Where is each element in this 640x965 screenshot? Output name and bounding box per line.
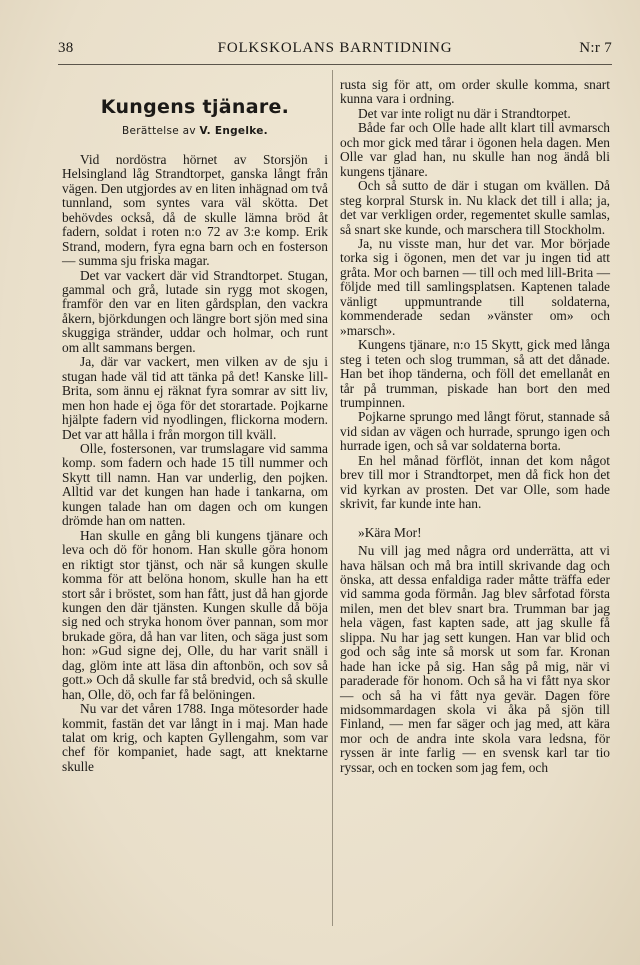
paragraph: Olle, fostersonen, var trumslagare vid samma komp. som fadern och hade 15 till nummer och Skytt till namn. Han var underlig, den pojken. Alltid var det kungen han hade i tankarna, om kungen talade han om dagen och om kungen drömde han om natten. bbox=[62, 440, 328, 529]
running-header bbox=[58, 38, 612, 60]
byline-author: V. Engelke. bbox=[199, 125, 268, 138]
header-rule bbox=[58, 64, 612, 65]
paragraph: En hel månad förflöt, innan det kom något brev till mor i Strandtorpet, men då fick hon det vid kyrkan av prosten. Det var Olle, som hade skrivit, far kunde inte han. bbox=[340, 452, 610, 512]
paragraph: Han skulle en gång bli kungens tjänare och leva och dö för honom. Han skulle göra honom en riktigt stor tjänst, och när så kungen skulle komma för att belöna honom, skulle han ha ett stort sår i bröstet, som han fått, just då han gjorde kungen den där tjänsten. Kungen skulle då böja sig ned och stryka honom över pannan, som mor brukade göra, då han var liten, och säga just som hon: »Gud signe dej, Olle, du har varit snäll i dag, glöm inte att läsa din aftonbön, och sov så gott.» Och då skulle far stå bredvid, och så skulle han, Olle, dö, och far få belöningen. bbox=[62, 527, 328, 702]
paragraph: Både far och Olle hade allt klart till avmarsch och mor gick med tårar i ögonen hela dagen. Men Olle var glad han, nu skulle han nog ändå bli kungens tjänare. bbox=[340, 120, 610, 179]
article-title: Kungens tjänare. bbox=[100, 96, 290, 118]
paragraph: Det var vackert där vid Strandtorpet. Stugan, gammal och grå, lutade sin rygg mot skogen, framför den var en liten gårdsplan, den vackra åkern, björkdungen och längre bort sjön med sina skuggiga stränder, uddar och holmar, och runt om allt sammans bergen. bbox=[62, 267, 328, 355]
letter-salutation: »Kära Mor! bbox=[358, 524, 422, 540]
letter-text: Nu vill jag med några ord underrätta, att vi hava hälsan och må bra intill skrivande dag och önska, att dessa enfaldiga rader måtte träffa eder vid samma goda förmån. Jag blev sårfotad första milen, men det blev snart bra. Trumman bar jag hela vägen, fast kapten sade, att jag skulle få slippa. Nu har jag sett kungen. Han var blid och god och såg inte så morsk ut som far. Kronan hade han icke på sig. Han såg på mig, när vi paraderade för honom. Och så ha vi fått nya skor — och så ha vi fått nya gevär. Dagen före midsommardagen skola vi åka på sjön till Finland, — men far säger och jag med, att kära mor och de andra inte skola vara ledsna, för ryssen är inte farlig — en svensk karl tar tio ryssar, och en tocken som jag fem, och bbox=[340, 543, 610, 775]
paragraph: Ja, där var vackert, men vilken av de sju i stugan hade väl tid att tänka på det! Kanske lill-Brita, som ännu ej räknat fyra somrar av sitt liv, men hon hade ej öga för det storartade. Pojkarne hjälpte fadern vid nyodlingen, flickorna modern. Det var att hålla i från morgon till kväll. bbox=[62, 354, 328, 442]
paragraph: Vid nordöstra hörnet av Storsjön i Helsingland låg Strandtorpet, ganska långt från vägen. Den utgjordes av en liten inhägnad om två tunnland, som syntes vara väl skötta. Det behövdes också, då de skulle lämna bröd åt fadern, soldat i roten n:o 72 av 3:e komp. Erik Strand, modern, fyra egna barn och en fosterson — summa sju friska magar. bbox=[62, 151, 328, 269]
right-column bbox=[340, 78, 610, 775]
journal-title: FOLKSKOLANS BARNTIDNING bbox=[217, 40, 453, 56]
paragraph: Det var inte roligt nu där i Strandtorpet. bbox=[358, 105, 571, 121]
issue-number: N:r 7 bbox=[579, 40, 612, 56]
paragraph: Och så sutto de där i stugan om kvällen. Då steg korpral Stursk in. Nu klack det till i alla; ja, det var verkligen order, regementet skulle samlas, så snart ske kunde, och marschera till Stockholm. bbox=[340, 178, 610, 237]
paragraph: Nu var det våren 1788. Inga mötesorder hade kommit, fastän det var långt in i maj. Man hade talat om krig, och kapten Gyllengahm, som var chef för kompaniet, hade sagt, att knektarne skulle bbox=[62, 701, 328, 774]
column-divider bbox=[332, 70, 333, 926]
paragraph: Ja, nu visste man, hur det var. Mor började torka sig i ögonen, men det var ju ingen tid att gråta. Mor och barnen — till och med lill-Brita — följde med till samlingsplatsen. Kaptenen talade vänligt uppmuntrande till soldaterna, kommenderade sedan »vänster om» och »marsch». bbox=[340, 235, 610, 338]
paragraph: rusta sig för att, om order skulle komma, snart kunna vara i ordning. bbox=[340, 77, 610, 107]
paragraph: Kungens tjänare, n:o 15 Skytt, gick med långa steg i teten och slog trumman, så att det dånade. Han bet ihop tänderna, och föll det emellanåt en tår på trumman, piskade han bort den med trumpinnen. bbox=[340, 337, 610, 410]
left-column bbox=[62, 78, 328, 774]
paragraph: Pojkarne sprungo med långt förut, stannade så vid sidan av vägen och hurrade, sprungo igen och hurrade igen, och så var soldaterna borta. bbox=[340, 409, 610, 454]
page-number: 38 bbox=[58, 40, 74, 56]
byline bbox=[62, 124, 328, 138]
byline-prefix: Berättelse av bbox=[122, 125, 196, 138]
